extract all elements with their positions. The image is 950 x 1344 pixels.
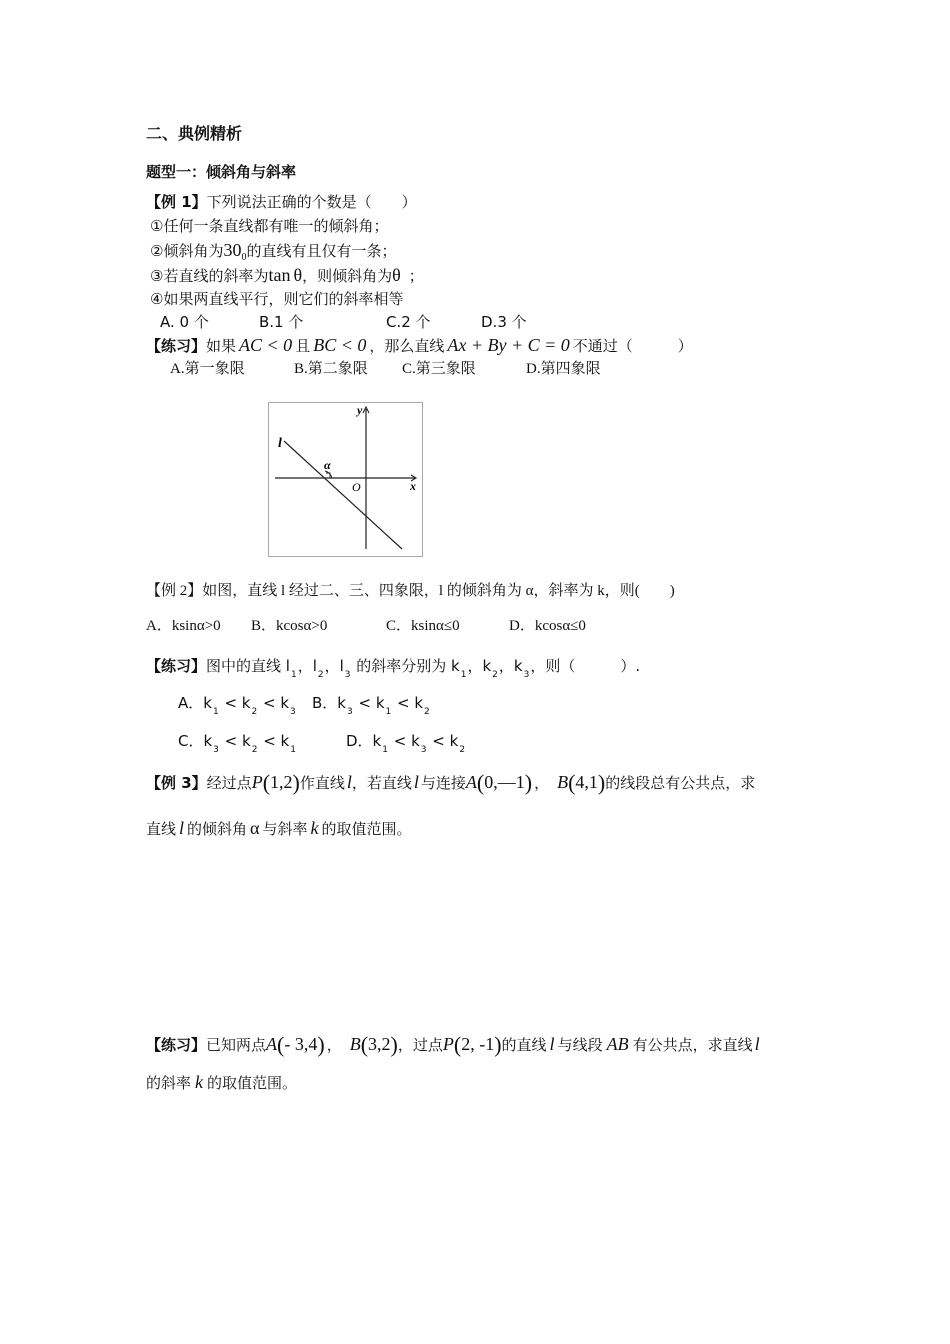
opt-c-m1: < k bbox=[219, 732, 251, 750]
opt-c-s1: 3 bbox=[213, 745, 219, 755]
opt-d-s2: 3 bbox=[420, 745, 427, 755]
angle-arc bbox=[325, 471, 332, 478]
item2-degree: 0 bbox=[241, 252, 247, 263]
practice2-text-c: ，l bbox=[324, 657, 344, 675]
pr3-point-p-coords: 2, -1 bbox=[461, 1034, 495, 1054]
practice2-text-d: 的斜率分别为 k bbox=[351, 657, 460, 675]
opt-d-s1: 1 bbox=[382, 745, 388, 755]
example3-text-f: 的线段总有公共点，求 bbox=[605, 774, 756, 792]
pr3-point-a-coords: - 3,4 bbox=[284, 1034, 318, 1054]
opt-a-pre: A．k bbox=[178, 694, 212, 712]
item2-text-a: ②倾斜角为 bbox=[150, 242, 224, 260]
example1-option-d: D.3 个 bbox=[481, 313, 527, 331]
example1-option-a: A. 0 个 bbox=[160, 313, 209, 331]
example2-option-c: C．ksinα≤0 bbox=[386, 618, 460, 634]
point-a: A bbox=[465, 772, 477, 792]
example3-text-i: 与斜率 bbox=[262, 820, 308, 838]
line-figure bbox=[268, 402, 423, 557]
practice3-text-a: 已知两点 bbox=[206, 1036, 267, 1054]
practice2-text-b: ，l bbox=[297, 657, 317, 675]
pr3-line-l-2: l bbox=[754, 1034, 760, 1054]
example3-label: 【例 3】 bbox=[146, 774, 207, 792]
point-a-coords: 0,—1 bbox=[484, 772, 525, 792]
practice2-stem bbox=[146, 656, 640, 679]
origin-label: O bbox=[352, 480, 361, 494]
opt-c-s3: 1 bbox=[290, 745, 296, 755]
example3-text-c: ，若直线 bbox=[351, 774, 412, 792]
practice1-stem bbox=[146, 335, 693, 356]
practice2-text-e: ，k bbox=[467, 657, 492, 675]
type1-title: 题型一：倾斜角与斜率 bbox=[146, 163, 297, 181]
practice2-option-b bbox=[312, 693, 431, 716]
point-p: P bbox=[251, 772, 263, 792]
opt-a-s3: 3 bbox=[290, 707, 296, 717]
pr3-point-p: P bbox=[442, 1034, 454, 1054]
item3-text-c: ； bbox=[408, 267, 424, 285]
practice2-option-c bbox=[178, 731, 297, 754]
alpha-symbol: α bbox=[250, 818, 260, 838]
opt-a-m2: < k bbox=[258, 694, 290, 712]
opt-c-s2: 2 bbox=[251, 745, 258, 755]
alpha-label: α bbox=[324, 458, 331, 472]
practice1-and: 且 bbox=[295, 337, 311, 355]
practice3-text-d: 的直线 bbox=[501, 1036, 547, 1054]
item3-text-b: ，则倾斜角为 bbox=[302, 267, 393, 285]
example3-comma: ， bbox=[534, 774, 550, 792]
example1-item2 bbox=[150, 240, 396, 264]
practice3-text-g: 的斜率 bbox=[146, 1074, 192, 1092]
practice3-label: 【练习】 bbox=[146, 1036, 207, 1054]
opt-b-s2: 1 bbox=[385, 707, 392, 717]
practice1-option-d: D.第四象限 bbox=[526, 361, 601, 377]
line-label: l bbox=[278, 436, 282, 451]
practice3-text-f: 有公共点，求直线 bbox=[632, 1036, 753, 1054]
section-title: 二、典例精析 bbox=[146, 124, 243, 143]
opt-c-m2: < k bbox=[258, 732, 290, 750]
opt-b-m2: < k bbox=[392, 694, 424, 712]
example3-line1: 【例 3】经过点P(1,2)作直线 l，若直线 l 与连接A(0,—1) ， B(4,1)的线段总有公共点，求 bbox=[146, 770, 756, 795]
practice1-text-c: 不通过（ ） bbox=[572, 337, 693, 355]
example1-stem bbox=[146, 192, 417, 212]
pr3-point-b-coords: 3,2 bbox=[368, 1034, 391, 1054]
sub-3: 3 bbox=[344, 670, 351, 680]
practice1-option-b: B.第二象限 bbox=[294, 361, 368, 377]
example1-item4: ④如果两直线平行，则它们的斜率相等 bbox=[150, 290, 404, 308]
x-axis-label: x bbox=[410, 479, 416, 493]
opt-d-m1: < k bbox=[388, 732, 420, 750]
practice1-equation: Ax + By + C = 0 bbox=[447, 335, 570, 355]
coordinate-diagram bbox=[269, 403, 422, 556]
practice3-line2 bbox=[146, 1072, 297, 1093]
practice1-text-b: ，那么直线 bbox=[369, 337, 445, 355]
practice1-option-c: C.第三象限 bbox=[402, 361, 476, 377]
item3-theta2: θ bbox=[392, 265, 401, 285]
sub-2: 2 bbox=[317, 670, 324, 680]
example1-option-b: B.1 个 bbox=[259, 313, 304, 331]
example1-option-c: C.2 个 bbox=[386, 313, 431, 331]
opt-d-pre: D．k bbox=[346, 732, 382, 750]
opt-d-s3: 2 bbox=[459, 745, 466, 755]
practice2-text-a: 图中的直线 l bbox=[206, 657, 290, 675]
opt-d-m2: < k bbox=[427, 732, 459, 750]
pr3-point-a: A bbox=[266, 1034, 278, 1054]
practice3-comma: ， bbox=[326, 1036, 342, 1054]
pr3-k-symbol: k bbox=[195, 1072, 204, 1092]
practice2-option-a bbox=[178, 693, 297, 716]
practice1-label: 【练习】 bbox=[146, 337, 207, 355]
opt-a-m1: < k bbox=[219, 694, 251, 712]
point-b: B bbox=[557, 772, 569, 792]
example3-text-j: 的取值范围。 bbox=[321, 820, 412, 838]
point-b-coords: 4,1 bbox=[575, 772, 598, 792]
opt-b-pre: B．k bbox=[312, 694, 346, 712]
opt-a-s1: 1 bbox=[212, 707, 219, 717]
practice2-text-g: ，则（ ）. bbox=[530, 657, 641, 675]
opt-b-s3: 2 bbox=[424, 707, 430, 717]
practice2-label: 【练习】 bbox=[146, 657, 207, 675]
sub-1: 1 bbox=[290, 670, 297, 680]
pr3-line-l: l bbox=[549, 1034, 555, 1054]
line-l bbox=[284, 441, 402, 549]
opt-b-m1: < k bbox=[353, 694, 385, 712]
example3-line2 bbox=[146, 818, 412, 839]
example2-option-a: A．ksinα>0 bbox=[146, 618, 221, 634]
example3-text-b: 作直线 bbox=[299, 774, 345, 792]
item2-text-b: 的直线有且仅有一条； bbox=[246, 242, 397, 260]
example2-option-d: D．kcosα≤0 bbox=[509, 618, 586, 634]
k-symbol: k bbox=[310, 818, 319, 838]
example3-text-h: 的倾斜角 bbox=[187, 820, 248, 838]
opt-b-s1: 3 bbox=[346, 707, 353, 717]
practice1-condition2: BC < 0 bbox=[313, 335, 367, 355]
example3-text-d: 与连接 bbox=[420, 774, 466, 792]
line-l-symbol-2: l bbox=[413, 772, 419, 792]
item3-tan: tan bbox=[268, 265, 291, 285]
example2-stem bbox=[146, 581, 675, 601]
practice2-option-d bbox=[346, 731, 466, 754]
opt-c-pre: C．k bbox=[178, 732, 213, 750]
opt-a-s2: 2 bbox=[251, 707, 258, 717]
sub-k1: 1 bbox=[460, 670, 467, 680]
practice2-text-f: ，k bbox=[498, 657, 523, 675]
example3-text-a: 经过点 bbox=[206, 774, 252, 792]
example2-option-b: B．kcosα>0 bbox=[251, 618, 328, 634]
sub-k3: 3 bbox=[523, 670, 530, 680]
example2-label: 【例 2】 bbox=[146, 583, 203, 599]
practice3-line1: 【练习】已知两点A(- 3,4) ， B(3,2)，过点P(2, -1)的直线 l 与线段 AB 有公共点，求直线 l bbox=[146, 1032, 760, 1057]
item3-text-a: ③若直线的斜率为 bbox=[150, 267, 269, 285]
segment-ab: AB bbox=[606, 1034, 629, 1054]
practice3-text-e: 与线段 bbox=[557, 1036, 603, 1054]
example1-item3 bbox=[150, 265, 424, 286]
practice1-condition1: AC < 0 bbox=[239, 335, 293, 355]
practice1-text-a: 如果 bbox=[206, 337, 237, 355]
example1-item1: ①任何一条直线都有唯一的倾斜角； bbox=[150, 217, 389, 235]
sub-k2: 2 bbox=[492, 670, 498, 680]
item3-theta: θ bbox=[293, 265, 303, 285]
example2-question: 如图，直线 l 经过二、三、四象限，l 的倾斜角为 α，斜率为 k，则( ) bbox=[202, 583, 675, 599]
point-p-coords: 1,2 bbox=[270, 772, 293, 792]
line-l-symbol: l bbox=[346, 772, 352, 792]
example1-label: 【例 1】 bbox=[146, 193, 207, 211]
example3-text-g: 直线 bbox=[146, 820, 177, 838]
practice3-text-h: 的取值范围。 bbox=[207, 1074, 298, 1092]
example1-question: 下列说法正确的个数是（ ） bbox=[206, 193, 417, 211]
pr3-point-b: B bbox=[349, 1034, 361, 1054]
practice3-text-c: ，过点 bbox=[397, 1036, 443, 1054]
practice1-option-a: A.第一象限 bbox=[170, 361, 245, 377]
y-axis-label: y bbox=[357, 403, 363, 417]
item2-number: 30 bbox=[223, 240, 242, 260]
line-l-symbol-3: l bbox=[179, 818, 185, 838]
